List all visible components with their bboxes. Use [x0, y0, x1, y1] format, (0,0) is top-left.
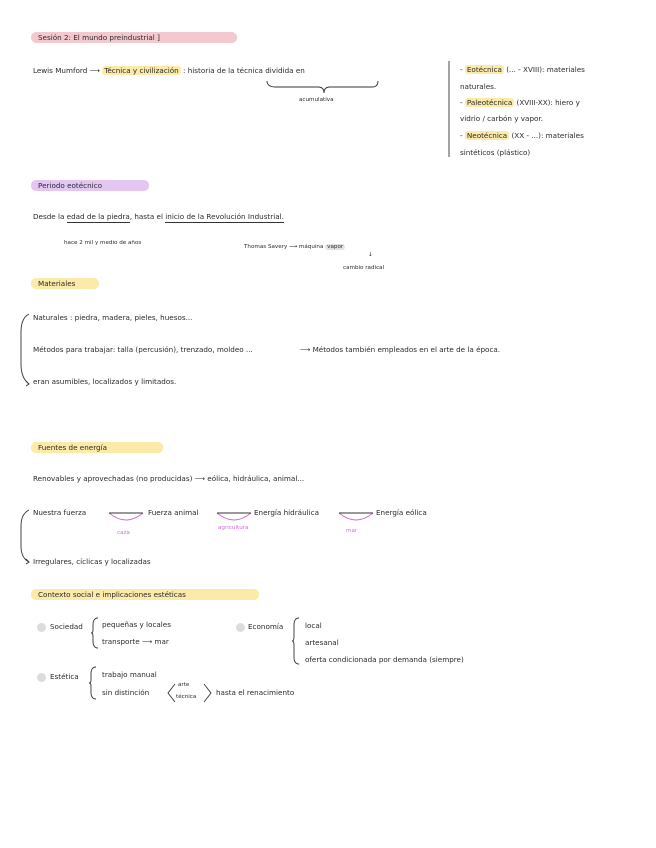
period-name: Paleotécnica [466, 98, 513, 107]
arrow-right-icon: ⟶ [289, 244, 299, 250]
aesthetics-item-2: sin distinción [102, 688, 150, 697]
society-item-2 [102, 637, 169, 646]
period-paleotecnica [460, 98, 580, 107]
period-eotecnica [460, 65, 585, 74]
savery: Thomas Savery [244, 244, 288, 250]
bullet-icon [236, 623, 245, 632]
aesthetics-item-1: trabajo manual [102, 670, 157, 679]
industrial-revolution: inicio de la Revolución Industrial. [165, 212, 284, 221]
art-methods-text: Métodos también empleados en el arte de la época. [312, 345, 501, 354]
period-name: Eotécnica [466, 65, 502, 74]
society-label: Sociedad [50, 622, 83, 631]
period-name: Neotécnica [466, 131, 508, 140]
stone-age: edad de la piedra [66, 212, 130, 221]
chain-note-sea: mar [346, 528, 358, 534]
machine: máquina [298, 244, 324, 250]
energy-summary: Irregulares, cíclicas y localizadas [33, 557, 151, 566]
section-heading-text: Fuentes de energía [38, 443, 108, 452]
period-paleotecnica-cont: vidrio / carbón y vapor. [460, 114, 543, 123]
bullet-icon [37, 673, 46, 682]
concept: Técnica y civilización [104, 66, 179, 75]
materials-bracket [17, 312, 33, 388]
economy-brace [291, 617, 301, 667]
energy-chain-3: Energía hidráulica [254, 508, 319, 517]
page-title [31, 32, 237, 43]
period-detail: (... - XVIII): materiales [506, 65, 585, 74]
eotechnic-line [33, 212, 284, 221]
dash-icon: - [460, 65, 465, 74]
sea: mar [154, 637, 169, 646]
work-methods: Métodos para trabajar: talla (percusión), trenzado, moldeo ... [33, 345, 253, 354]
section-heading-energy [31, 442, 163, 453]
economy-label: Economía [248, 622, 284, 631]
technique-word: técnica [176, 694, 197, 700]
economy-item-2: artesanal [305, 638, 339, 647]
renewable: Renovables y aprovechadas (no producidas) [33, 474, 193, 483]
accumulative-label: acumulativa [299, 97, 334, 103]
bullet-icon [37, 623, 46, 632]
section-heading-text: Contexto social e implicaciones estéticas [38, 590, 186, 599]
transport: transporte [102, 637, 140, 646]
economy-item-1: local [305, 621, 322, 630]
aesthetics-brace [88, 666, 98, 702]
renewable-line [33, 474, 304, 483]
savery-line [244, 244, 345, 251]
section-heading-materials [31, 278, 99, 289]
energy-bracket [17, 508, 33, 564]
period-detail: (XVIII-XX): hiero y [516, 98, 580, 107]
materials-summary: eran asumibles, localizados y limitados. [33, 377, 177, 386]
arrow-right-icon: ⟶ [300, 345, 313, 354]
dash-icon: - [460, 98, 465, 107]
section-heading-text: Periodo eotécnico [38, 181, 103, 190]
art-methods [300, 345, 500, 354]
arrow-right-icon: ⟶ [89, 66, 103, 75]
renewable-list: eólica, hidráulica, animal... [207, 474, 305, 483]
aesthetics-label: Estética [50, 672, 79, 681]
chain-note-agriculture: agricultura [218, 525, 249, 531]
section-heading-text: Materiales [38, 279, 76, 288]
page-title-text: Sesión 2: El mundo preindustrial ] [38, 33, 160, 42]
from-word: Desde la [33, 212, 65, 221]
chain-note-hunting: caza [117, 530, 130, 536]
period-eotecnica-cont: naturales. [460, 82, 497, 91]
natural-materials: Naturales : piedra, madera, pieles, huesos... [33, 313, 193, 322]
arrow-right-icon: ⟶ [141, 637, 155, 646]
art-word: arte [178, 682, 190, 688]
energy-chain-1: Nuestra fuerza [33, 508, 87, 517]
dash-icon: - [460, 131, 465, 140]
section-heading-eotechnic [31, 180, 149, 191]
until-word: , hasta el [129, 212, 163, 221]
period-neotecnica-cont: sintéticos (plástico) [460, 148, 531, 157]
curve-arrow-icon [108, 511, 144, 531]
period-detail: (XX - ...): materiales [511, 131, 584, 140]
periods-bracket [444, 60, 454, 160]
energy-chain-4: Energía eólica [376, 508, 427, 517]
energy-chain-2: Fuerza animal [148, 508, 199, 517]
radical-change: cambio radical [343, 265, 385, 271]
arrow-down-icon: ↓ [368, 252, 373, 258]
society-item-1: pequeñas y locales [102, 620, 171, 629]
renaissance: hasta el renacimiento [216, 688, 295, 697]
steam: vapor [327, 244, 344, 250]
intro-line [33, 66, 305, 75]
author: Lewis Mumford [33, 66, 88, 75]
period-neotecnica [460, 131, 584, 140]
definition: : historia de la técnica dividida en [183, 66, 305, 75]
arrow-right-icon: ⟶ [194, 474, 208, 483]
section-heading-context [31, 589, 259, 600]
society-brace [90, 617, 100, 651]
years-ago: hace 2 mil y medio de años [64, 240, 142, 246]
economy-item-3: oferta condicionada por demanda (siempre) [305, 655, 464, 664]
